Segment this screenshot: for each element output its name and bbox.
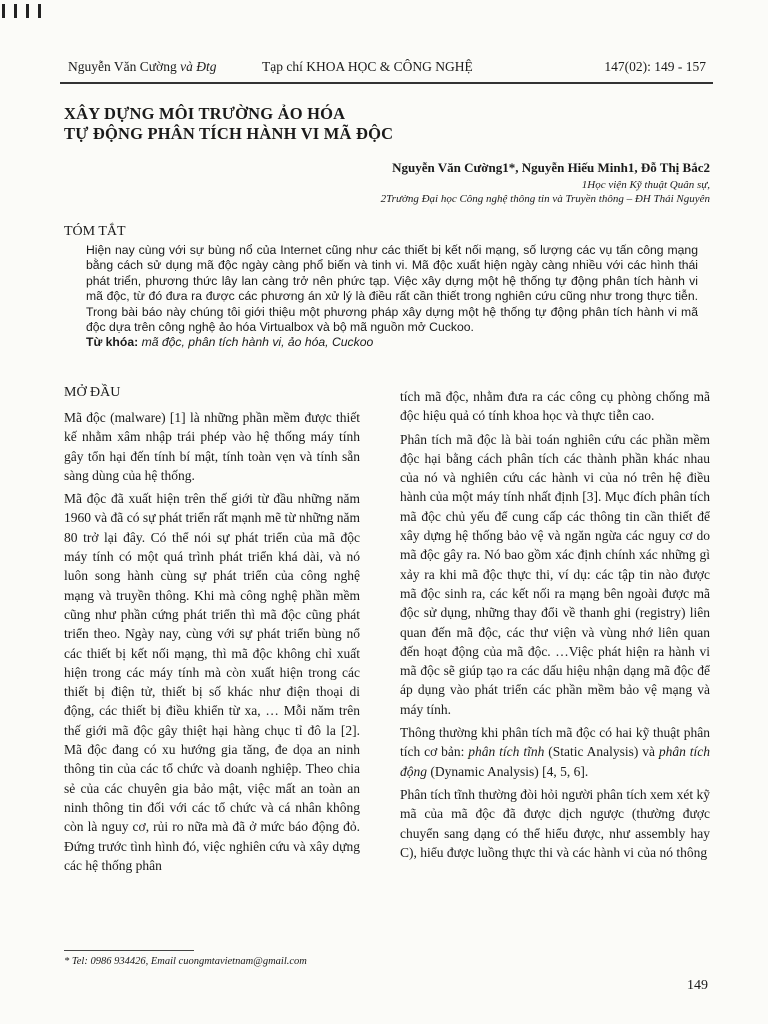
affiliation-2: 2Trường Đại học Công nghệ thông tin và Truyền thông – ĐH Thái Nguyên: [380, 193, 710, 205]
header-authors: Nguyễn Văn Cường: [68, 59, 177, 74]
running-header-journal: Tạp chí KHOA HỌC & CÔNG NGHỆ: [262, 59, 473, 74]
paragraph: Phân tích mã độc là bài toán nghiên cứu các phần mềm độc hại bằng cách phân tích các thành phần khác nhau của nó và nghiên cứu các hành vi của nó trên hệ điều hành của một máy tính nhất định [3]. Mục đích phân tích mã độc chủ yếu để cung cấp các thông tin cần thiết để xây dựng hệ thống bảo vệ và ngăn ngừa các nguy cơ do mã độc gây ra. Nó bao gồm xác định chính xác những gì xảy ra khi mã độc thực thi, ví dụ: các tập tin nào được mã độc sinh ra, các kết nối ra mạng bên ngoài được mã độc sử dụng, những thay đổi về thanh ghi (registry) liên quan đến mã độc, các thư viện và vùng nhớ liên quan đến hoạt động của mã độc. …Việc phát hiện ra hành vi mã độc sẽ giúp tạo ra các dấu hiệu nhận dạng mã độc để áp dụng vào phát triển các phần mềm bảo vệ mạng và máy tính.: [400, 431, 710, 717]
abstract-body: [86, 243, 698, 351]
page-number: 149: [687, 978, 708, 993]
author-list: Nguyễn Văn Cường1*, Nguyễn Hiếu Minh1, Đỗ Thị Bắc2: [392, 160, 710, 175]
paragraph: Mã độc (malware) [1] là những phần mềm được thiết kế nhằm xâm nhập trái phép vào hệ thống máy tính gây tổn hại đến tính bí mật, tính toàn vẹn và tính sẵn sàng dùng của hệ thống.: [64, 410, 360, 483]
left-column: [64, 408, 360, 879]
keywords-label: Từ khóa:: [86, 335, 139, 350]
header-rule: [60, 82, 713, 84]
keywords: mã độc, phân tích hành vi, ảo hóa, Cuckoo: [141, 335, 374, 350]
term-dynamic-analysis: phân tích động: [400, 744, 711, 779]
text-run: (Static Analysis) và: [544, 744, 659, 760]
term-static-analysis: phân tích tĩnh: [468, 744, 545, 760]
paragraph: [400, 723, 710, 781]
scan-mark: [38, 4, 41, 18]
text-run: (Dynamic Analysis) [4, 5, 6].: [427, 763, 589, 779]
paragraph: Phân tích tĩnh thường đòi hỏi người phân tích xem xét kỹ mã của mã độc đã được dịch ngược (thường được chuyển sang dạng có thể hiểu được, như assembly hay C), hiểu được luồng thực thi và các hành vi của nó thông: [400, 786, 710, 860]
abstract-text: Hiện nay cùng với sự bùng nổ của Internet cũng như các thiết bị kết nối mạng, số lượng các vụ tấn công mạng bằng cách sử dụng mã độc ngày càng phổ biến và tinh vi. Mã độc xuất hiện ngày càng nhiều với các hình thái phát triển, phương thức lây lan càng trở nên phức tạp. Việc xây dựng một hệ thống tự động phân tích hành vi mã độc, từ đó đưa ra được các phương án xử lý là điều rất cần thiết trong nghiên cứu cũng như trong thực tiễn. Trong bài báo này chúng tôi giới thiệu một phương pháp xây dựng một hệ thống tự động phân tích hành vi mã độc dựa trên công nghệ ảo hóa Virtualbox và bộ mã nguồn mở Cuckoo.: [86, 243, 698, 335]
title-line-1: XÂY DỰNG MÔI TRƯỜNG ẢO HÓA: [64, 104, 346, 123]
running-header-issue: 147(02): 149 - 157: [604, 59, 706, 74]
footnote-rule: [64, 950, 194, 951]
running-header-authors: [68, 59, 216, 75]
abstract-heading: TÓM TẮT: [64, 224, 126, 239]
title-line-2: TỰ ĐỘNG PHÂN TÍCH HÀNH VI MÃ ĐỘC: [64, 124, 394, 143]
header-authors-suffix: và Đtg: [180, 59, 217, 74]
affiliation-1: 1Học viện Kỹ thuật Quân sự,: [581, 179, 710, 191]
text-run: Thông thường khi phân tích mã độc có hai kỹ thuật phân tích cơ bản:: [400, 725, 710, 760]
footnote: * Tel: 0986 934426, Email cuongmtavietnam@gmail.com: [64, 956, 307, 967]
section-heading: MỞ ĐẦU: [64, 385, 121, 400]
scan-mark: [2, 4, 5, 18]
scan-mark: [14, 4, 17, 18]
paragraph: Mã độc đã xuất hiện trên thế giới từ đầu những năm 1960 và đã có sự phát triển rất mạnh mẽ từ những năm 80 trở lại đây. Có thể nói sự phát triển của mã độc máy tính có một quá trình phát triển khá dài, và nó luôn song hành cùng sự phát triển của công nghệ mạng và truyền thông. Khi mà công nghệ phần mềm cũng như phần cứng phát triển thì mã độc cũng phát triển theo. Ngày nay, cùng với sự phát triển bùng nổ các thiết bị kết nối mạng, thì mã độc không chỉ xuất hiện trong các máy tính mà còn xuất hiện trong các thiết bị điện tử, thiết bị số khác như điện thoại di động, các thiết bị điều khiển từ xa, … Mỗi năm trên thế giới mã độc gây thiệt hại hàng chục tỉ đô la [2]. Mã độc đang có xu hướng gia tăng, đe dọa an ninh thông tin của các tổ chức và doanh nghiệp. Theo chia sẻ của các chuyên gia bảo mật, việc mất an toàn an ninh thông tin đối với các tổ chức và cá nhân không còn là nguy cơ, rủi ro nữa mà đã ở mức báo động đỏ. Đứng trước tình hình đó, việc nghiên cứu và xây dựng các hệ thống phân: [64, 491, 360, 873]
paragraph: tích mã độc, nhằm đưa ra các công cụ phòng chống mã độc hiệu quả có tính khoa học và thực tiễn cao.: [400, 389, 710, 424]
scan-mark: [26, 4, 29, 18]
right-column: [400, 387, 710, 866]
paper-title: [64, 104, 393, 144]
